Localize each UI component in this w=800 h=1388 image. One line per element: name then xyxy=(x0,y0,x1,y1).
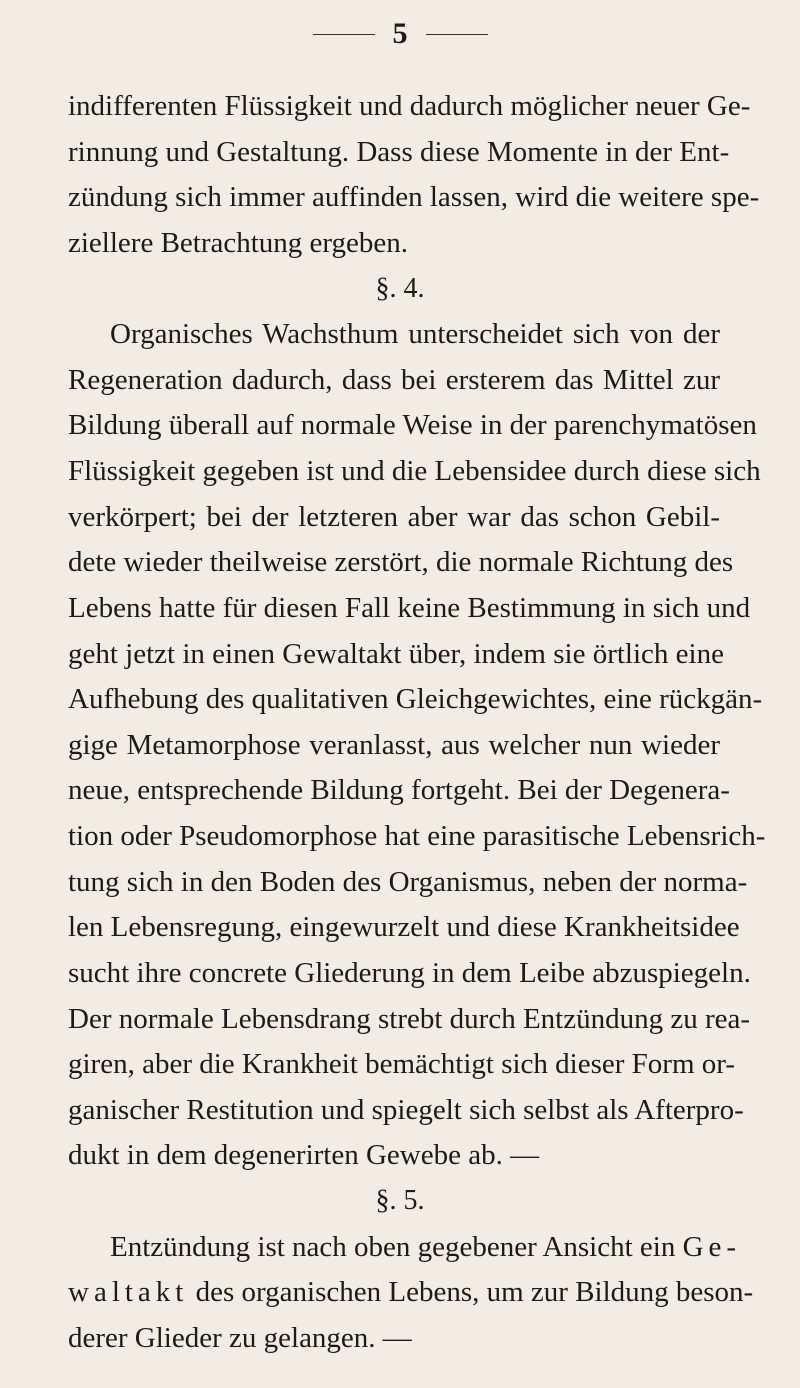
text-line: zündung sich immer auffinden lassen, wird die weitere spe- xyxy=(68,181,760,213)
text-line: len Lebensregung, eingewurzelt und diese Krankheitsidee xyxy=(68,911,740,943)
text-line: Aufhebung des qualitativen Gleichgewichtes, eine rückgän- xyxy=(68,683,763,715)
text-line: tung sich in den Boden des Organismus, neben der norma- xyxy=(68,866,748,898)
header-rule-right xyxy=(426,34,488,35)
page-number: 5 xyxy=(392,17,408,50)
text-line: ganischer Restitution und spiegelt sich selbst als Afterpro- xyxy=(68,1094,744,1126)
text-line: neue, entsprechende Bildung fortgeht. Bei der Degenera- xyxy=(68,774,730,806)
text-line: Organisches Wachsthum unterscheidet sich von der xyxy=(110,318,720,350)
text-line: tion oder Pseudomorphose hat eine parasitische Lebensrich- xyxy=(68,820,766,852)
page-header xyxy=(0,14,800,54)
text-line: Lebens hatte für diesen Fall keine Bestimmung in sich und xyxy=(68,592,751,624)
text-line: gige Metamorphose veranlasst, aus welcher nun wieder xyxy=(68,729,720,761)
text-line: sucht ihre concrete Gliederung in dem Leibe abzuspiegeln. xyxy=(68,957,751,989)
text-line: Der normale Lebensdrang strebt durch Entzündung zu rea- xyxy=(68,1003,751,1035)
text-line: geht jetzt in einen Gewaltakt über, indem sie örtlich eine xyxy=(68,638,724,670)
text-line: ziellere Betrachtung ergeben. xyxy=(68,227,409,259)
section-heading-4: §. 4. xyxy=(375,273,425,304)
emphasized-text: waltakt xyxy=(68,1276,189,1308)
text-line: rinnung und Gestaltung. Dass diese Momente in der Ent- xyxy=(68,136,730,168)
text-line xyxy=(110,1227,742,1267)
text-line: verkörpert; bei der letzteren aber war das schon Gebil- xyxy=(68,501,720,533)
text-line: dukt in dem degenerirten Gewebe ab. — xyxy=(68,1139,540,1171)
text-line: Regeneration dadurch, dass bei ersterem das Mittel zur xyxy=(68,364,720,396)
text-line: derer Glieder zu gelangen. — xyxy=(68,1322,412,1354)
header-rule-left xyxy=(313,34,375,35)
section-heading-5: §. 5. xyxy=(375,1185,425,1216)
text-line: indifferenten Flüssigkeit und dadurch möglicher neuer Ge- xyxy=(68,90,751,122)
emphasized-text: Ge- xyxy=(682,1231,742,1263)
text-run: Entzündung ist nach oben gegebener Ansicht ein xyxy=(110,1231,676,1263)
text-line xyxy=(68,1272,754,1312)
text-line: Bildung überall auf normale Weise in der parenchymatösen xyxy=(68,409,757,441)
text-line: dete wieder theilweise zerstört, die normale Richtung des xyxy=(68,546,734,578)
text-line: giren, aber die Krankheit bemächtigt sich dieser Form or- xyxy=(68,1048,735,1080)
text-run: des organischen Lebens, um zur Bildung beson- xyxy=(195,1276,754,1308)
text-line: Flüssigkeit gegeben ist und die Lebensidee durch diese sich xyxy=(68,455,761,487)
